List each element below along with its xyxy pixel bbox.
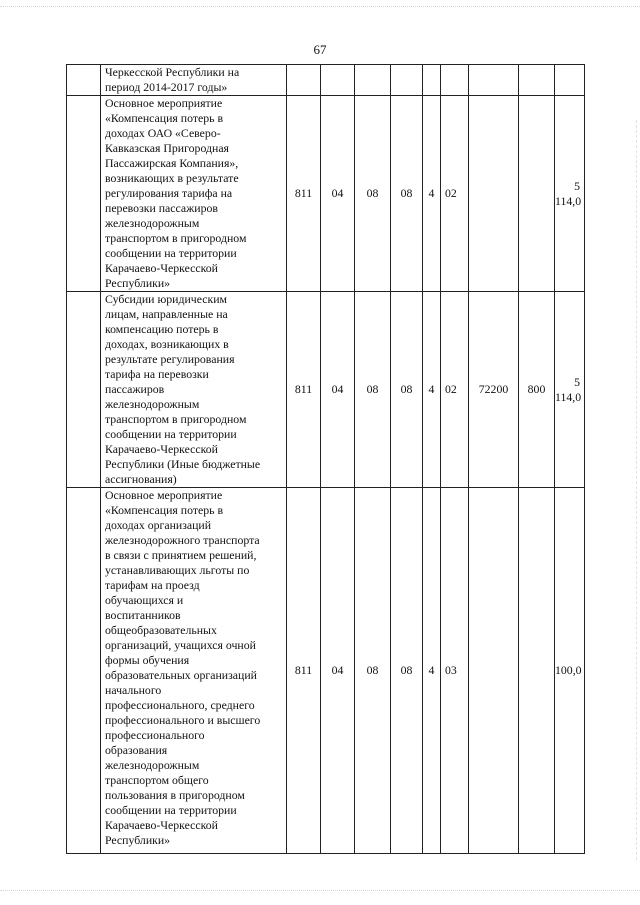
amount-cell: 5 114,0	[555, 292, 585, 488]
row-name-line: сообщении на территории	[105, 803, 237, 817]
direction-code-cell	[469, 65, 519, 96]
row-name-line: Республики»	[105, 833, 171, 847]
row-name-line: Карачаево-Черкесской	[105, 818, 218, 832]
section-code-cell: 04	[321, 96, 355, 292]
row-name-line: тарифам на проезд	[105, 578, 200, 592]
row-name-line: результате регулирования	[105, 352, 235, 366]
row-name-line: пассажиров	[105, 382, 165, 396]
scan-top-rule	[0, 6, 640, 7]
amount-cell: 5 114,0	[555, 96, 585, 292]
row-name-line: Субсидии юридическим	[105, 292, 227, 306]
section-code-cell	[321, 65, 355, 96]
row-name-cell	[101, 96, 287, 292]
program-code-cell	[391, 65, 423, 96]
subprogram-code-cell	[423, 65, 441, 96]
row-name-line: регулирования тарифа на	[105, 186, 233, 200]
row-lead-cell	[67, 292, 101, 488]
row-name-line: железнодорожным	[105, 397, 200, 411]
program-code-cell: 08	[391, 488, 423, 854]
activity-code-cell	[441, 65, 469, 96]
program-code-cell: 08	[391, 292, 423, 488]
row-lead-cell	[67, 65, 101, 96]
row-name-line: профессионального и высшего	[105, 713, 261, 727]
table-row	[67, 488, 585, 854]
row-name-line: «Компенсация потерь в	[105, 503, 224, 517]
row-name-line: профессионального, среднего	[105, 698, 255, 712]
row-name-line: доходах ОАО «Северо-	[105, 126, 221, 140]
subsection-code-cell: 08	[355, 488, 391, 854]
activity-code-cell: 02	[441, 96, 469, 292]
row-name-line: воспитанников	[105, 608, 181, 622]
row-name-line: доходах, возникающих в	[105, 337, 229, 351]
amount-cell: 100,0	[555, 488, 585, 854]
expense-type-code-cell: 800	[519, 292, 555, 488]
row-name-line: перевозки пассажиров	[105, 201, 218, 215]
subsection-code-cell: 08	[355, 96, 391, 292]
row-name-line: тарифа на перевозки	[105, 367, 209, 381]
row-name-line: общеобразовательных	[105, 623, 217, 637]
row-name-line: сообщении на территории	[105, 246, 237, 260]
row-lead-cell	[67, 488, 101, 854]
direction-code-cell	[469, 488, 519, 854]
row-name-line: образования	[105, 743, 168, 757]
row-name-line: формы обучения	[105, 653, 190, 667]
row-name-line: организаций, учащихся очной	[105, 638, 256, 652]
row-name-line: образовательных организаций	[105, 668, 257, 682]
row-name-line: транспортом в пригородном	[105, 231, 247, 245]
row-name-cell	[101, 488, 287, 854]
expense-type-code-cell	[519, 96, 555, 292]
row-name-line: возникающих в результате	[105, 171, 239, 185]
gad-code-cell	[287, 65, 321, 96]
row-name-line: компенсацию потерь в	[105, 322, 219, 336]
direction-code-cell	[469, 96, 519, 292]
row-name-line: железнодорожного транспорта	[105, 533, 260, 547]
row-name-cell	[101, 65, 287, 96]
program-code-cell: 08	[391, 96, 423, 292]
row-name-line: Кавказская Пригородная	[105, 141, 229, 155]
row-name-line: Карачаево-Черкесской	[105, 261, 218, 275]
subprogram-code-cell: 4	[423, 488, 441, 854]
section-code-cell: 04	[321, 488, 355, 854]
expense-type-code-cell	[519, 65, 555, 96]
row-name-line: устанавливающих льготы по	[105, 563, 250, 577]
table-row	[67, 292, 585, 488]
subsection-code-cell	[355, 65, 391, 96]
row-name-line: Карачаево-Черкесской	[105, 442, 218, 456]
row-name-line: профессионального	[105, 728, 205, 742]
table-row	[67, 65, 585, 96]
subprogram-code-cell: 4	[423, 292, 441, 488]
row-name-line: лицам, направленные на	[105, 307, 228, 321]
subprogram-code-cell: 4	[423, 96, 441, 292]
row-name-line: сообщении на территории	[105, 427, 237, 441]
row-name-line: Основное мероприятие	[105, 488, 223, 502]
row-name-line: Черкесской Республики на	[105, 65, 240, 79]
budget-table	[66, 64, 585, 854]
page-number: 67	[313, 42, 327, 57]
row-name-line: железнодорожным	[105, 758, 200, 772]
expense-type-code-cell	[519, 488, 555, 854]
table-row	[67, 96, 585, 292]
activity-code-cell: 03	[441, 488, 469, 854]
activity-code-cell: 02	[441, 292, 469, 488]
row-name-line: пользования в пригородном	[105, 788, 245, 802]
row-name-line: железнодорожным	[105, 216, 200, 230]
row-name-line: в связи с принятием решений,	[105, 548, 257, 562]
row-name-line: ассигнования)	[105, 472, 177, 486]
row-name-line: Пассажирская Компания»,	[105, 156, 239, 170]
subsection-code-cell: 08	[355, 292, 391, 488]
row-lead-cell	[67, 96, 101, 292]
row-name-line: доходах организаций	[105, 518, 212, 532]
row-name-line: «Компенсация потерь в	[105, 111, 224, 125]
direction-code-cell: 72200	[469, 292, 519, 488]
scan-bottom-rule	[0, 890, 640, 891]
row-name-line: транспортом в пригородном	[105, 412, 247, 426]
amount-cell	[555, 65, 585, 96]
gad-code-cell: 811	[287, 292, 321, 488]
row-name-line: Основное мероприятие	[105, 96, 223, 110]
row-name-line: начального	[105, 683, 162, 697]
gad-code-cell: 811	[287, 96, 321, 292]
scan-edge-mark	[636, 120, 637, 860]
section-code-cell: 04	[321, 292, 355, 488]
row-name-line: транспортом общего	[105, 773, 209, 787]
row-name-line: Республики»	[105, 276, 171, 290]
gad-code-cell: 811	[287, 488, 321, 854]
row-name-line: период 2014-2017 годы»	[105, 80, 228, 94]
row-name-cell	[101, 292, 287, 488]
row-name-line: Республики (Иные бюджетные	[105, 457, 261, 471]
row-name-line: обучающихся и	[105, 593, 184, 607]
